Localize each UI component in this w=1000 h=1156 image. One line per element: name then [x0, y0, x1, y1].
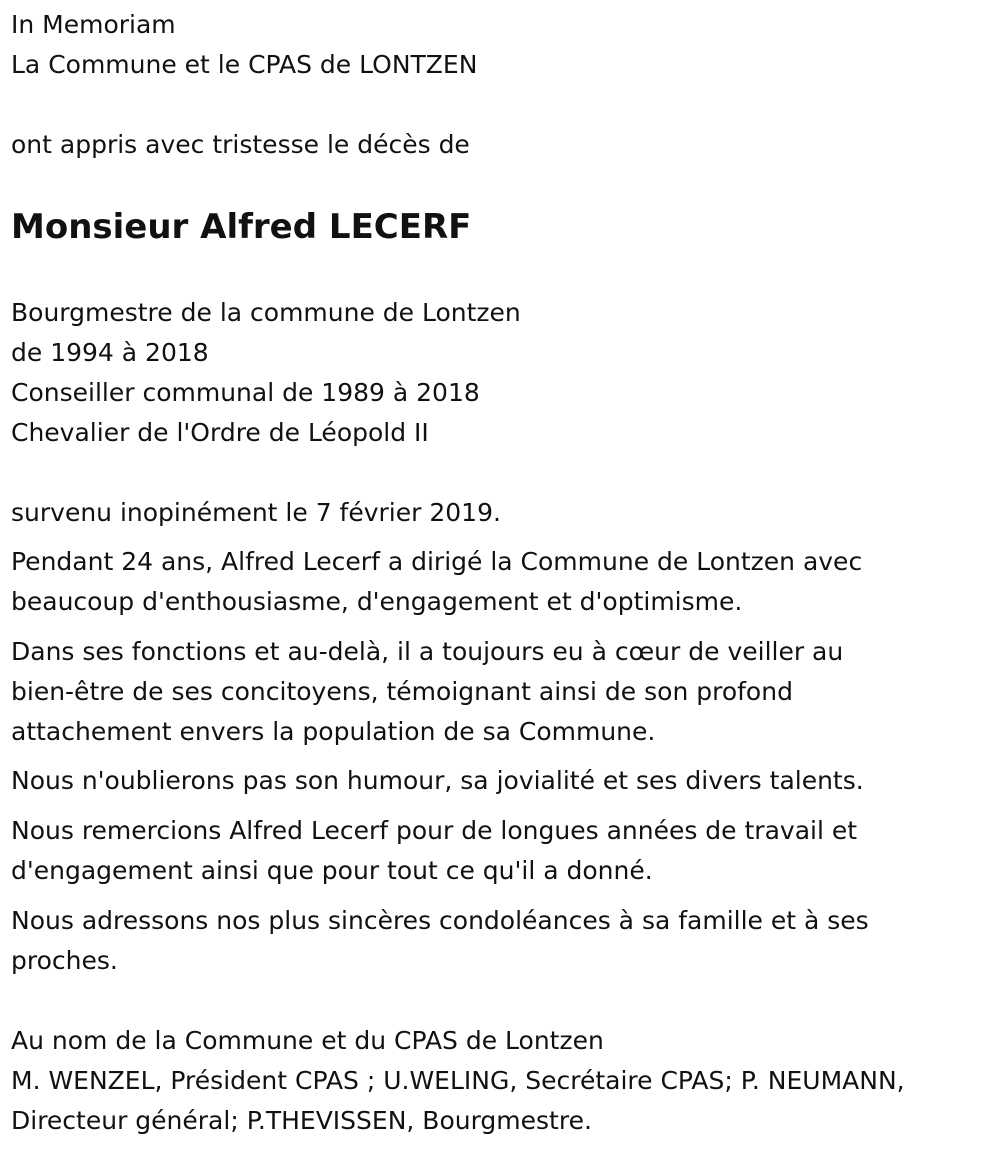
- paragraph-line: Nous adressons nos plus sincères condoléances à sa famille et à ses: [11, 906, 869, 935]
- paragraph-line: attachement envers la population de sa Commune.: [11, 717, 656, 746]
- paragraph-line: Dans ses fonctions et au-delà, il a toujours eu à cœur de veiller au: [11, 637, 844, 666]
- title-line: de 1994 à 2018: [11, 338, 209, 367]
- paragraph-line: Nous n'oublierons pas son humour, sa jovialité et ses divers talents.: [11, 766, 864, 795]
- signature-line: Directeur général; P.THEVISSEN, Bourgmestre.: [11, 1106, 592, 1135]
- header-organisation: La Commune et le CPAS de LONTZEN: [11, 50, 478, 79]
- title-line: Conseiller communal de 1989 à 2018: [11, 378, 480, 407]
- paragraph-line: d'engagement ainsi que pour tout ce qu'il a donné.: [11, 856, 653, 885]
- header-in-memoriam: In Memoriam: [11, 10, 176, 39]
- signature-line: M. WENZEL, Président CPAS ; U.WELING, Secrétaire CPAS; P. NEUMANN,: [11, 1066, 905, 1095]
- deceased-name: Monsieur Alfred LECERF: [11, 207, 472, 247]
- paragraph-line: proches.: [11, 946, 118, 975]
- title-line: Bourgmestre de la commune de Lontzen: [11, 298, 521, 327]
- paragraph-line: bien-être de ses concitoyens, témoignant ainsi de son profond: [11, 677, 793, 706]
- death-notice: survenu inopinément le 7 février 2019.: [11, 498, 501, 527]
- paragraph-line: beaucoup d'enthousiasme, d'engagement et d'optimisme.: [11, 587, 743, 616]
- paragraph-line: Nous remercions Alfred Lecerf pour de longues années de travail et: [11, 816, 858, 845]
- paragraph-line: Pendant 24 ans, Alfred Lecerf a dirigé la Commune de Lontzen avec: [11, 547, 863, 576]
- title-line: Chevalier de l'Ordre de Léopold II: [11, 418, 429, 447]
- signature-line: Au nom de la Commune et du CPAS de Lontzen: [11, 1026, 604, 1055]
- intro-text: ont appris avec tristesse le décès de: [11, 130, 470, 159]
